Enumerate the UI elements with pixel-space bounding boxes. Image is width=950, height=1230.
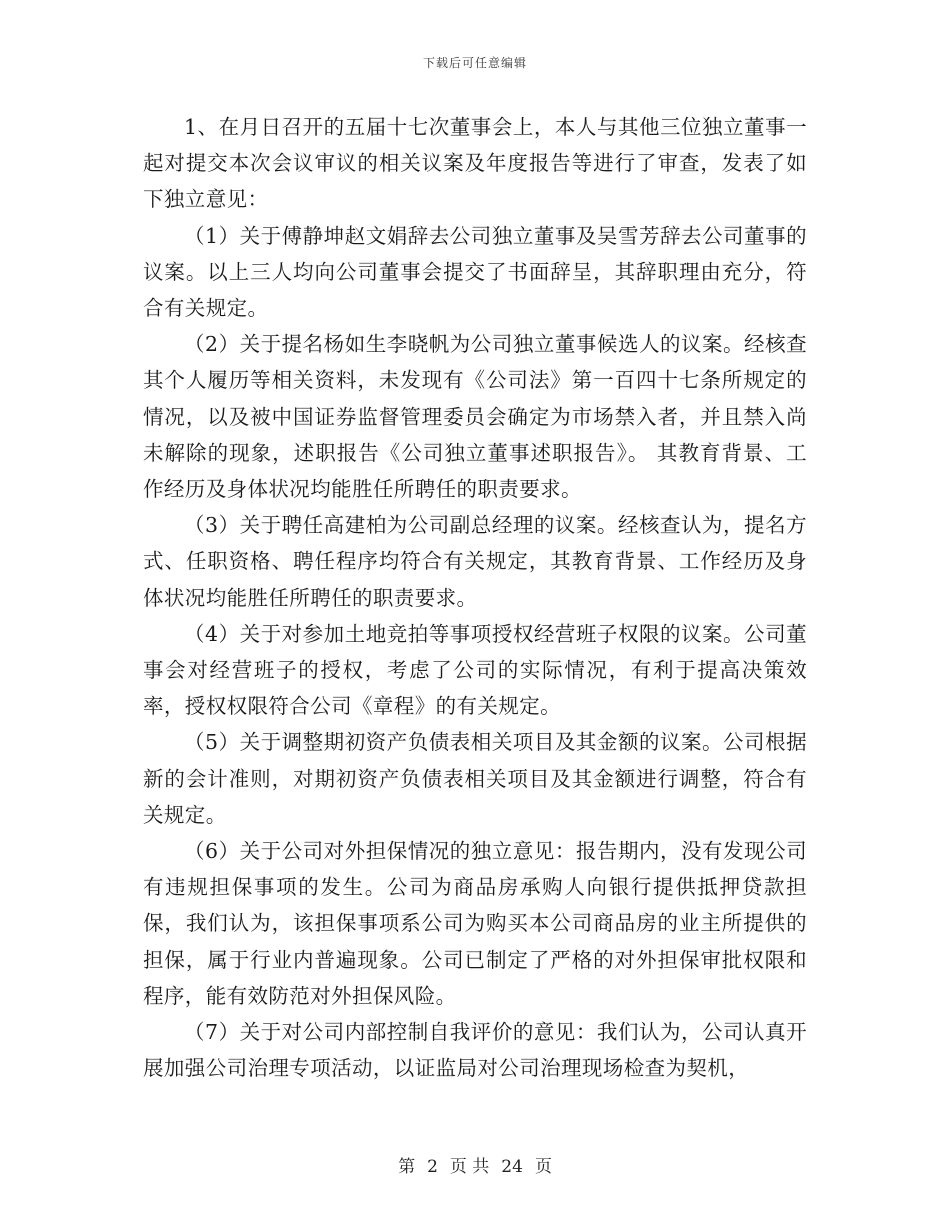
paragraph-item-3: （3）关于聘任高建柏为公司副总经理的议案。经核查认为，提名方式、任职资格、聘任程序均符合有关规定，其教育背景、工作经历及身体状况均能胜任所聘任的职责要求。 xyxy=(143,513,807,610)
paragraph-item-1: （1）关于傅静坤赵文娟辞去公司独立董事及吴雪芳辞去公司董事的议案。以上三人均向公司董事会提交了书面辞呈，其辞职理由充分，符合有关规定。 xyxy=(143,223,807,321)
page-header-note: 下载后可任意编辑 xyxy=(422,56,527,70)
paragraph-opinion-intro: 1、在月日召开的五届十七次董事会上，本人与其他三位独立董事一起对提交本次会议审议的相关议案及年度报告等进行了审查，发表了如下独立意见： xyxy=(143,115,807,212)
paragraph-item-6: （6）关于公司对外担保情况的独立意见：报告期内，没有发现公司有违规担保事项的发生。公司为商品房承购人向银行提供抵押贷款担保，我们认为，该担保事项系公司为购买本公司商品房的业主所提供的担保，属于行业内普遍现象。公司已制定了严格的对外担保审批权限和程序，能有效防范对外担保风险。 xyxy=(143,839,807,1008)
current-page-number: 2 xyxy=(427,1157,438,1177)
paragraph-item-7: （7）关于对公司内部控制自我评价的意见：我们认为，公司认真开展加强公司治理专项活动，以证监局对公司治理现场检查为契机， xyxy=(143,1020,807,1081)
page-footer xyxy=(0,1152,950,1177)
page-prefix: 第 xyxy=(398,1157,416,1177)
page-middle-text: 页 共 xyxy=(449,1157,490,1177)
page-suffix: 页 xyxy=(534,1157,552,1177)
paragraph-item-4: （4）关于对参加土地竞拍等事项授权经营班子权限的议案。公司董事会对经营班子的授权，考虑了公司的实际情况，有利于提高决策效率，授权权限符合公司《章程》的有关规定。 xyxy=(143,621,807,719)
paragraph-item-5: （5）关于调整期初资产负债表相关项目及其金额的议案。公司根据新的会计准则，对期初资产负债表相关项目及其金额进行调整，符合有关规定。 xyxy=(143,730,807,827)
total-pages-number: 24 xyxy=(501,1157,523,1177)
paragraph-item-2: （2）关于提名杨如生李晓帆为公司独立董事候选人的议案。经核查其个人履历等相关资料，未发现有《公司法》第一百四十七条所规定的情况，以及被中国证券监督管理委员会确定为市场禁入者，并且禁入尚未解除的现象，述职报告《公司独立董事述职报告》。 其教育背景、工作经历及身体状况均能胜任所聘任的职责要求。 xyxy=(143,332,807,502)
document-body xyxy=(143,109,807,1086)
